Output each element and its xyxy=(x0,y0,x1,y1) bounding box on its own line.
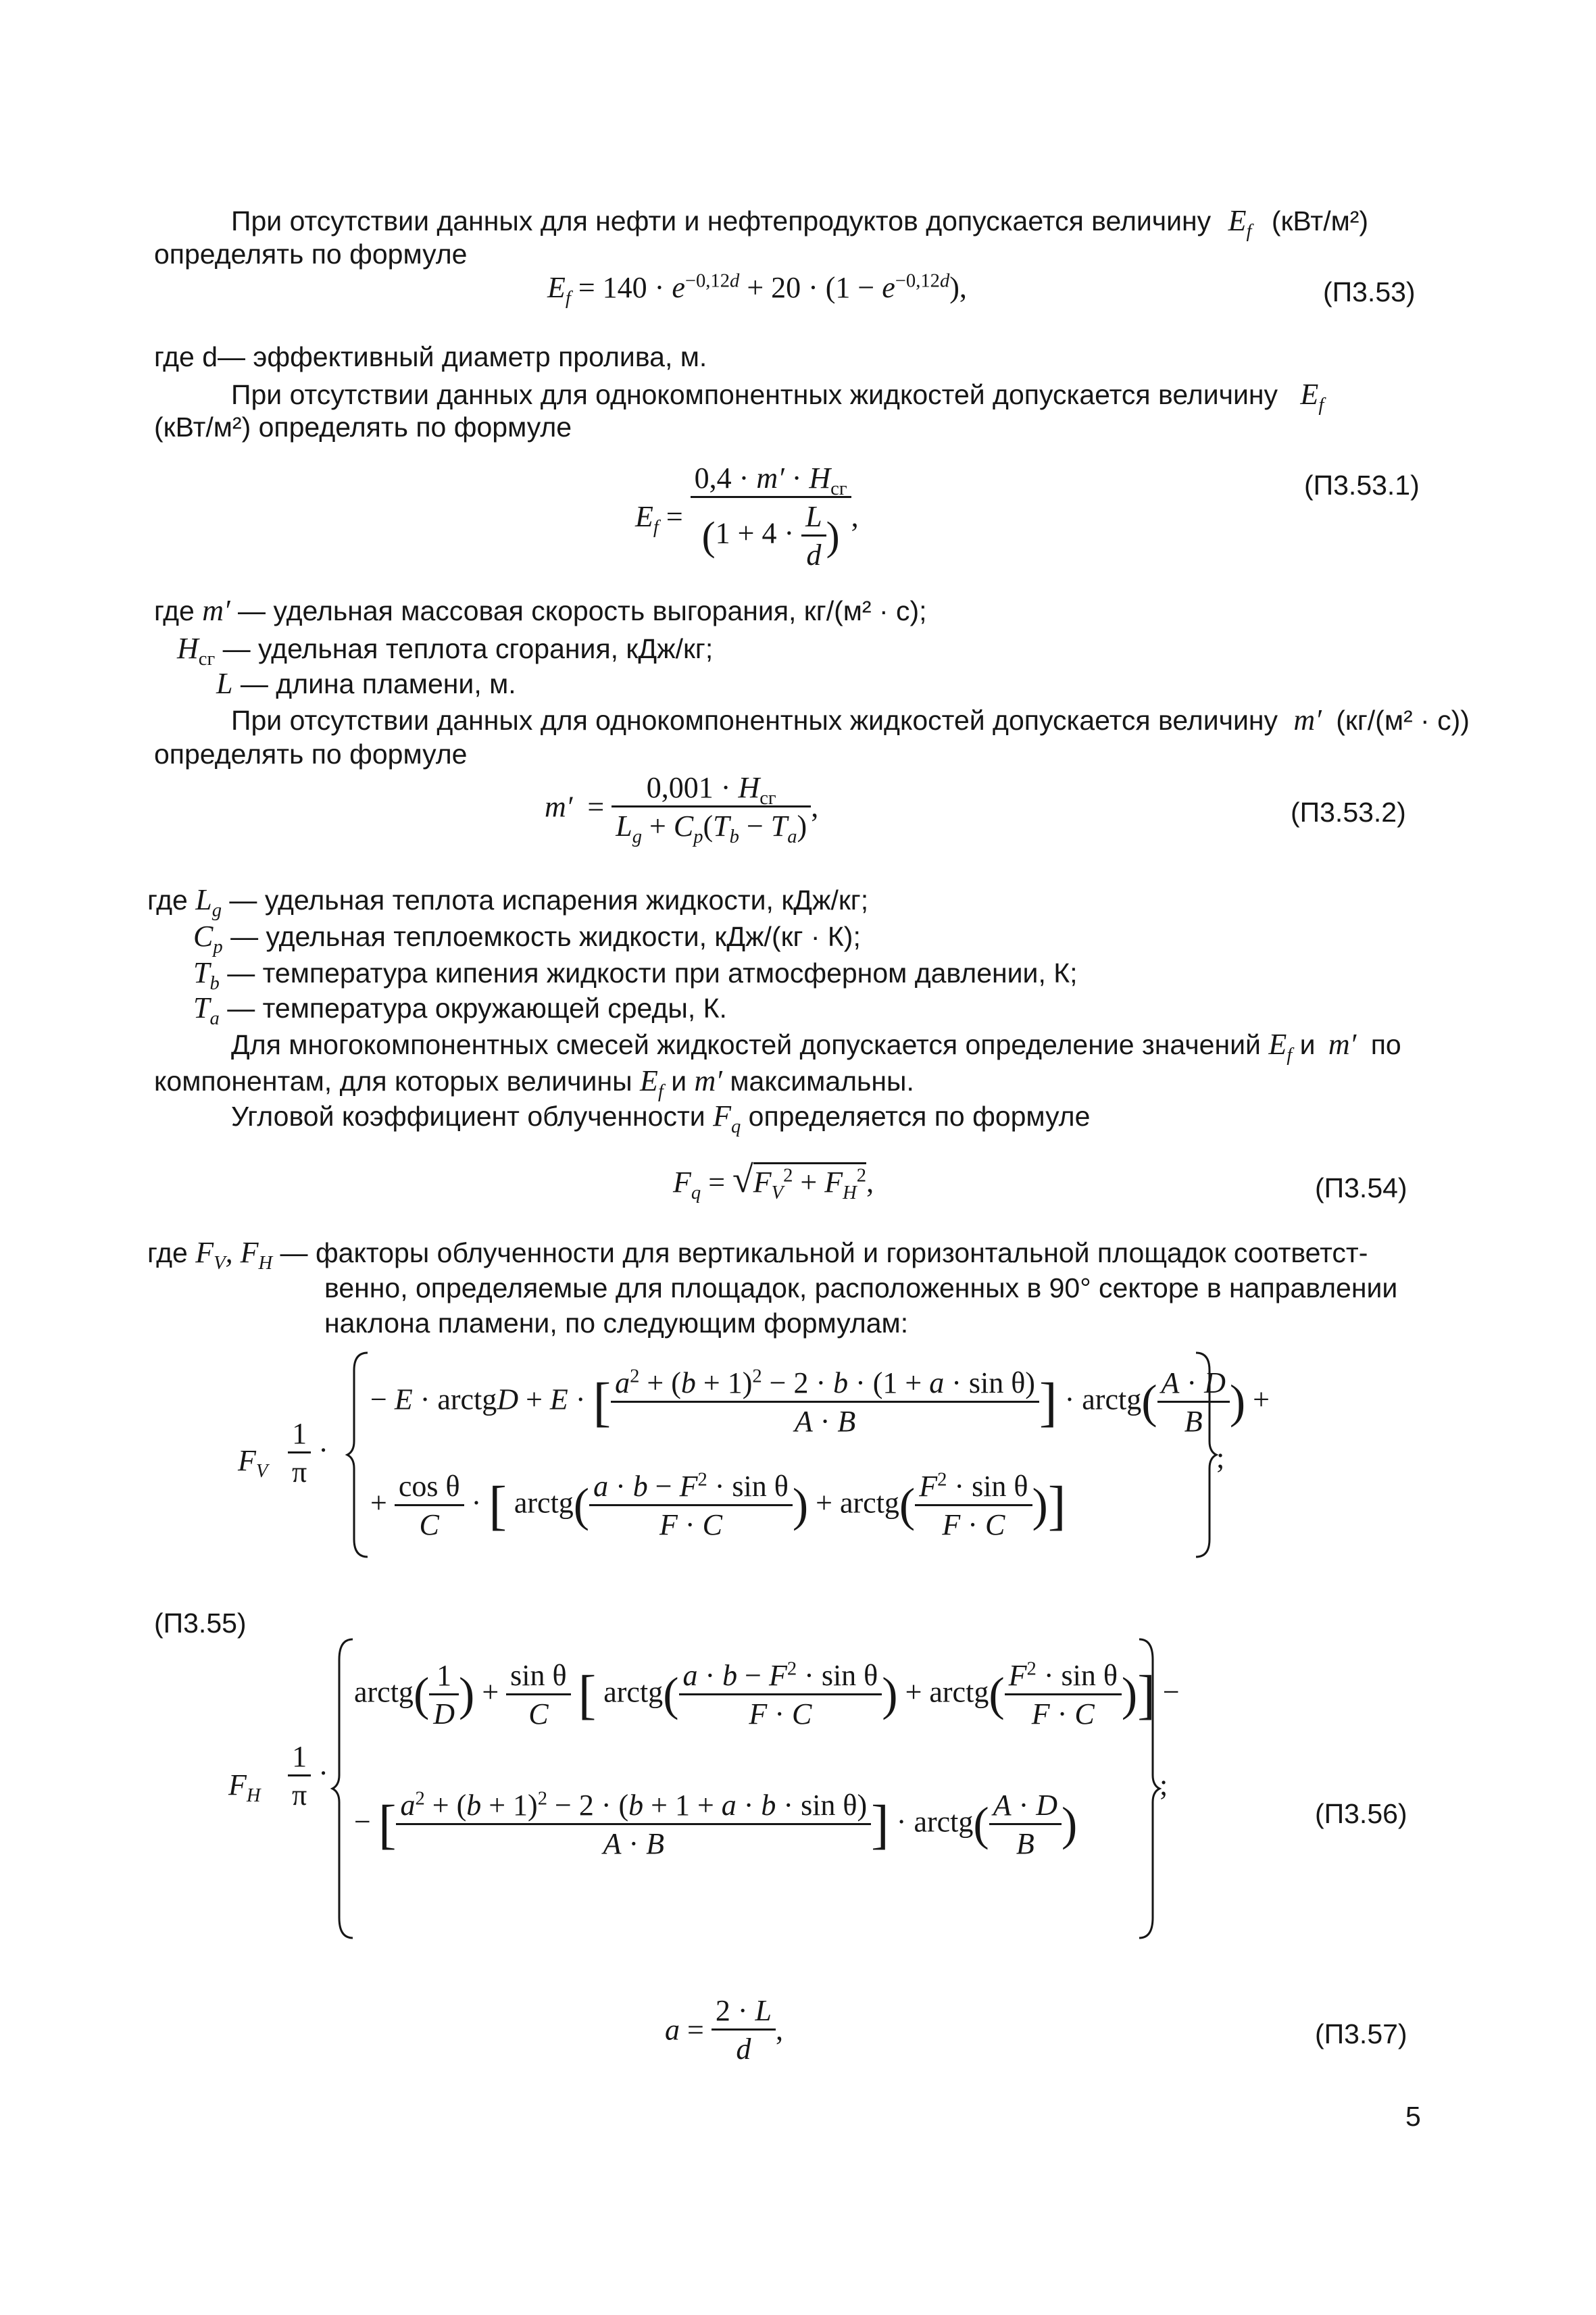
paragraph-3-line-1: При отсутствии данных для однокомпонентных жидкостей допускается величину m′ (кг/(м² · с)) xyxy=(231,703,1470,737)
equation-p3-53: $E_f = 140 \cdot e^{-0,12d} + 20 \cdot (1 - e^{-0,12d})$, xyxy=(547,270,967,309)
definition-l: L — длина пламени, м. xyxy=(216,667,516,700)
paragraph-1-text: При отсутствии данных для нефти и нефтепродуктов допускается величину xyxy=(231,205,1212,237)
definition-tb: $T_b$ — температура кипения жидкости при атмосферном давлении, К; xyxy=(193,956,1078,994)
equation-p3-53-2: m′ = $\frac{0,001 \cdot H_{сг}}{L_g + C_p(T_b - T_a)}$ , xyxy=(545,771,819,847)
paragraph-2-text: При отсутствии данных для однокомпонентных жидкостей допускается величину xyxy=(231,379,1278,410)
equation-p3-54: $F_q = √F_V^2 + F_H^2$, xyxy=(673,1159,874,1203)
symbol-ef-2: $E_f$ xyxy=(1300,378,1324,416)
equation-p3-53-1: $E_f$ = $0,4 \cdot m' \cdot H_{сг}$ (1 + 4 · $\frac{L}{d}$ ) , xyxy=(635,462,859,572)
symbol-m-prime: m′ xyxy=(202,594,230,627)
left-brace-fv xyxy=(345,1350,372,1560)
definition-lg: где $L_g$ — удельная теплота испарения жидкости, кДж/кг; xyxy=(147,883,869,921)
paragraph-3-line-2: определять по формуле xyxy=(154,739,468,770)
paragraph-6-line-3: наклона пламени, по следующим формулам: xyxy=(324,1308,909,1339)
symbol-m-prime-2: m′ xyxy=(1293,703,1322,737)
paragraph-5: Угловой коэффициент облученности $F_q$ определяется по формуле xyxy=(231,1099,1091,1137)
symbol-ef-3: $E_f$ xyxy=(1268,1028,1293,1066)
definition-cp: $C_p$ — удельная теплоемкость жидкости, кДж/(кг · К); xyxy=(193,920,861,957)
symbol-lg: $L_g$ xyxy=(195,883,222,921)
paragraph-2-line-2: (кВт/м²) определять по формуле xyxy=(154,412,572,443)
symbol-m-prime-3: m′ xyxy=(1328,1028,1357,1061)
equation-number-p3-54: (П3.54) xyxy=(1315,1172,1407,1203)
equation-number-p3-55: (П3.55) xyxy=(154,1608,247,1639)
symbol-fq: $F_q$ xyxy=(713,1099,741,1137)
symbol-l: L xyxy=(216,667,233,700)
right-brace-fv xyxy=(1192,1350,1219,1560)
symbol-fv-fh: $F_V$, $F_H$ xyxy=(195,1236,273,1274)
paragraph-1-line-1 xyxy=(231,204,1369,242)
equation-p3-57: a = $\frac{2 \cdot L}{d}$ , xyxy=(665,1994,783,2066)
paragraph-1-line-2: определять по формуле xyxy=(154,239,468,270)
definition-m-prime: где m′ — удельная массовая скорость выгорания, кг/(м² · с); xyxy=(154,594,927,627)
fraction-ef: $0,4 \cdot m' \cdot H_{сг}$ (1 + 4 · $\frac{L}{d}$ ) xyxy=(691,464,851,570)
page-number: 5 xyxy=(1405,2101,1421,2132)
left-brace-fh xyxy=(330,1637,357,1941)
equation-number-p3-57: (П3.57) xyxy=(1315,2018,1407,2049)
fraction-m-prime: $\frac{0,001 \cdot H_{сг}}{L_g + C_p(T_b - T_a)}$ xyxy=(612,773,811,841)
paragraph-4-line-1: Для многокомпонентных смесей жидкостей допускается определение значений $E_f$ и m′ по xyxy=(231,1028,1401,1066)
right-brace-fh xyxy=(1135,1637,1162,1941)
paragraph-2-line-1 xyxy=(231,378,1324,416)
symbol-ef-4: $E_f$ xyxy=(639,1064,664,1102)
symbol-h-sg: $H_{сг}$ xyxy=(177,632,216,670)
unit-kw-m2: (кВт/м²) xyxy=(1271,205,1369,237)
symbol-ta: $T_a$ xyxy=(193,991,220,1029)
equation-number-p3-56: (П3.56) xyxy=(1315,1798,1407,1829)
equation-number-p3-53-2: (П3.53.2) xyxy=(1291,797,1406,828)
definition-ta: $T_a$ — температура окружающей среды, К. xyxy=(193,991,727,1029)
paragraph-4-line-2: компонентам, для которых величины $E_f$ и m′ максимальны. xyxy=(154,1064,914,1102)
symbol-ef: $E_f$ xyxy=(1228,204,1252,242)
definition-h-sg: $H_{сг}$ — удельная теплота сгорания, кДж/кг; xyxy=(177,632,714,670)
where-d-definition: где d— эффективный диаметр пролива, м. xyxy=(154,341,707,372)
paragraph-6-line-2: венно, определяемые для площадок, расположенных в 90° секторе в направлении xyxy=(324,1272,1398,1303)
paragraph-6-line-1: где $F_V$, $F_H$ — факторы облученности для вертикальной и горизонтальной площадок соответст- xyxy=(147,1236,1368,1274)
equation-number-p3-53: (П3.53) xyxy=(1323,276,1416,307)
equation-number-p3-53-1: (П3.53.1) xyxy=(1304,470,1420,501)
symbol-tb: $T_b$ xyxy=(193,956,220,994)
symbol-m-prime-4: m′ xyxy=(694,1064,722,1097)
symbol-cp: $C_p$ xyxy=(193,920,223,957)
